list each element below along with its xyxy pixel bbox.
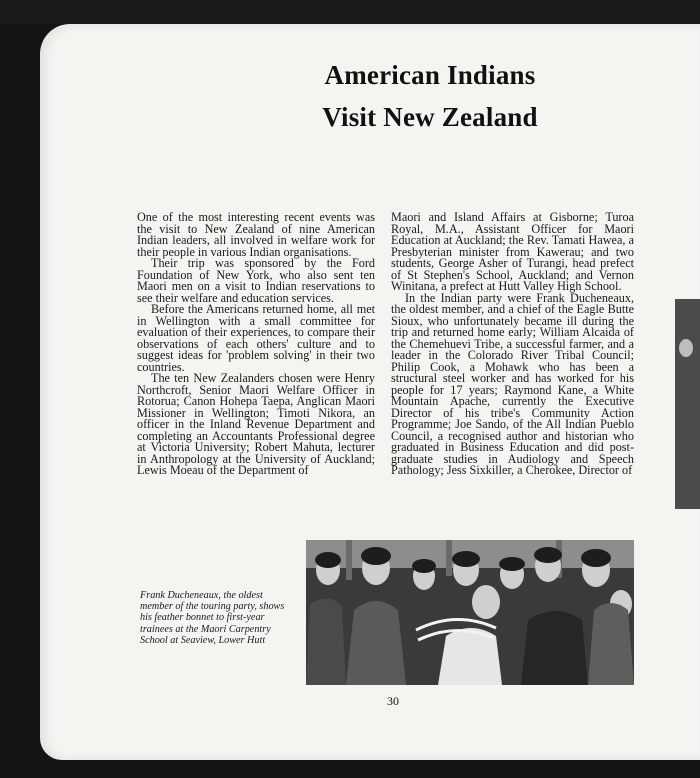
paragraph: One of the most interesting recent events was the visit to New Zealand of nine American Indian leaders, all involved in welfare work for their people in various Indian organisations. (137, 210, 375, 259)
paragraph: Maori and Island Affairs at Gisborne; Turoa Royal, M.A., Assistant Officer for Maori Education at Auckland; the Rev. Tamati Hawea, a Presbyterian minister from Kawerau; and two students, George Asher of Turangi, head prefect of St Stephen's School, Auckland; and Vernon Winitana, a prefect at Hutt Valley High School. (391, 210, 634, 293)
adjacent-page-photo-fragment (675, 299, 700, 509)
group-photo (306, 540, 634, 685)
magazine-page (40, 24, 700, 760)
paragraph: In the Indian party were Frank Ducheneaux, the oldest member, and a chief of the Eagle Butte Sioux, who unfortunately became ill during the trip and returned home early; William Alcaida of the Chemehuevi Tribe, a successful farmer, and a leader in the Colorado River Tribal Council; Philip Cook, a Mohawk who has been a structural steel worker and has worked for his people for 17 years; Raymond Kane, a White Mountain Apache, currently the Executive Director of his tribe's Community Action Programme; Joe Sando, of the All Indian Pueblo Council, a recognised author and historian who graduated in Business Education and did post-graduate studies in Audiology and Speech Pathology; Jess Sixkiller, a Cherokee, Director of (391, 290, 634, 477)
paragraph: Their trip was sponsored by the Ford Foundation of New York, who also sent ten Maori men on a visit to Indian reservations to see their welfare and education services. (137, 256, 375, 305)
article-column-left (137, 212, 375, 477)
article-title-line-2: Visit New Zealand (322, 102, 538, 132)
article-column-right (391, 212, 634, 477)
page-number: 30 (387, 694, 399, 708)
scan-border (0, 0, 700, 24)
article-title-line-1: American Indians (324, 60, 536, 90)
photo-caption: Frank Ducheneaux, the oldest member of the touring party, shows his feather bonnet to first-year trainees at the Maori Carpentry School at Seaview, Lower Hutt (140, 590, 285, 646)
paragraph: Before the Americans returned home, all met in Wellington with a small committee for evaluation of their experiences, to compare their observations of each others' culture and to suggest ideas for 'problem solving' in their two countries. (137, 302, 375, 374)
paragraph: The ten New Zealanders chosen were Henry Northcroft, Senior Maori Welfare Officer in Rotorua; Canon Hohepa Taepa, Anglican Maori Missioner in Wellington; Timoti Nikora, an officer in the Inland Revenue Department and completing an Accountants Professional degree at Victoria University; Robert Mahuta, lecturer in Anthropology at the University of Auckland; Lewis Moeau of the Department of (137, 371, 375, 477)
group-photo-image (306, 540, 634, 685)
